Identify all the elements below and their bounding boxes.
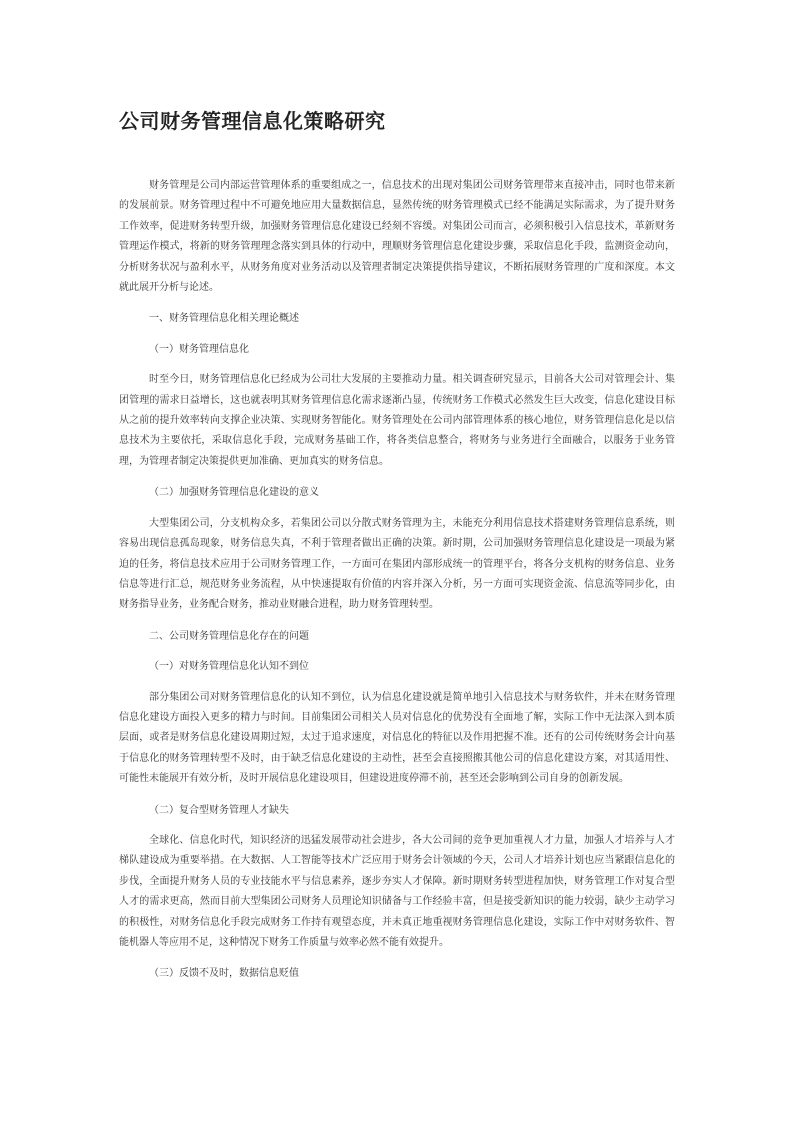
paragraph-2-1: 部分集团公司对财务管理信息化的认知不到位，认为信息化建设就是简单地引入信息技术与财务软件，并未在财务管理信息化建设方面投入更多的精力与时间。目前集团公司相关人员对信息化的优势没有全面地了解，实际工作中无法深入到本质层面，或者是财务信息化建设周期过短，太过于追求速度，对信息化的特征以及作用把握不准。还有的公司传统财务会计向基于信息化的财务管理转型不及时，由于缺乏信息化建设的主动性，甚至会直接照搬其他公司的信息化建设方案，对其适用性、可能性未能展开有效分析，及时开展信息化建设项目，但建设进度停滞不前，甚至还会影响到公司自身的创新发展。	[119, 691, 675, 785]
subsection-heading-1-2: （二）加强财务管理信息化建设的意义	[149, 487, 319, 499]
document-body	[119, 176, 675, 985]
subsection-heading-1-1: （一）财务管理信息化	[149, 343, 249, 355]
document-title: 公司财务管理信息化策略研究	[119, 109, 386, 133]
section-heading-1: 一、财务管理信息化相关理论概述	[149, 313, 299, 325]
subsection-heading-2-1: （一）对财务管理信息化认知不到位	[149, 661, 309, 673]
paragraph-1-1: 时至今日，财务管理信息化已经成为公司壮大发展的主要推动力量。相关调查研究显示，目前各大公司对管理会计、集团管理的需求日益增长，这也就表明其财务管理信息化需求逐渐凸显，传统财务工作模式必然发生巨大改变，信息化建设目标从之前的提升效率转向支撑企业决策、实现财务智能化。财务管理处在公司内部管理体系的核心地位，财务管理信息化是以信息技术为主要依托，采取信息化手段，完成财务基础工作，将各类信息整合，将财务与业务进行全面融合，以服务于业务管理，为管理者制定决策提供更加准确、更加真实的财务信息。	[119, 374, 675, 467]
paragraph-2-2: 全球化、信息化时代，知识经济的迅猛发展带动社会进步，各大公司间的竞争更加重视人才力量，加强人才培养与人才梯队建设成为重要举措。在大数据、人工智能等技术广泛应用于财务会计领域的今天，公司人才培养计划也应当紧跟信息化的步伐，全面提升财务人员的专业技能水平与信息素养，逐步夯实人才保障。新时期财务转型进程加快，财务管理工作对复合型人才的需求更高，然而目前大型集团公司财务人员理论知识储备与工作经验丰富，但是接受新知识的能力较弱，缺少主动学习的积极性，对财务信息化手段完成财务工作持有观望态度，并未真正地重视财务管理信息化建设，实际工作中对财务软件、智能机器人等应用不足，这种情况下财务工作质量与效率必然不能有效提升。	[119, 834, 675, 948]
intro-paragraph: 财务管理是公司内部运营管理体系的重要组成之一，信息技术的出现对集团公司财务管理带来直接冲击，同时也带来新的发展前景。财务管理过程中不可避免地应用大量数据信息，显然传统的财务管理模式已经不能满足实际需求，为了提升财务工作效率，促进财务转型升级，加强财务管理信息化建设已经刻不容缓。对集团公司而言，必须积极引入信息技术，革新财务管理运作模式，将新的财务管理理念落实到具体的行动中，理顺财务管理信息化建设步骤，采取信息化手段，监测资金动向，分析财务状况与盈利水平，从财务角度对业务活动以及管理者制定决策提供指导建议，不断拓展财务管理的广度和深度。本文就此展开分析与论述。	[119, 180, 675, 294]
paragraph-1-2: 大型集团公司，分支机构众多，若集团公司以分散式财务管理为主，未能充分利用信息技术搭建财务管理信息系统，则容易出现信息孤岛现象，财务信息失真，不利于管理者做出正确的决策。新时期，公司加强财务管理信息化建设是一项最为紧迫的任务，将信息技术应用于公司财务管理工作，一方面可在集团内部形成统一的管理平台，将各分支机构的财务信息、业务信息等进行汇总，规范财务业务流程，从中快速提取有价值的内容并深入分析，另一方面可实现资金流、信息流等同步化，由财务指导业务，业务配合财务，推动业财融合进程，助力财务管理转型。	[119, 517, 675, 611]
section-heading-2: 二、公司财务管理信息化存在的问题	[149, 630, 309, 642]
subsection-heading-2-2: （二）复合型财务管理人才缺失	[149, 804, 289, 816]
subsection-heading-2-3: （三）反馈不及时，数据信息贬值	[149, 968, 299, 980]
